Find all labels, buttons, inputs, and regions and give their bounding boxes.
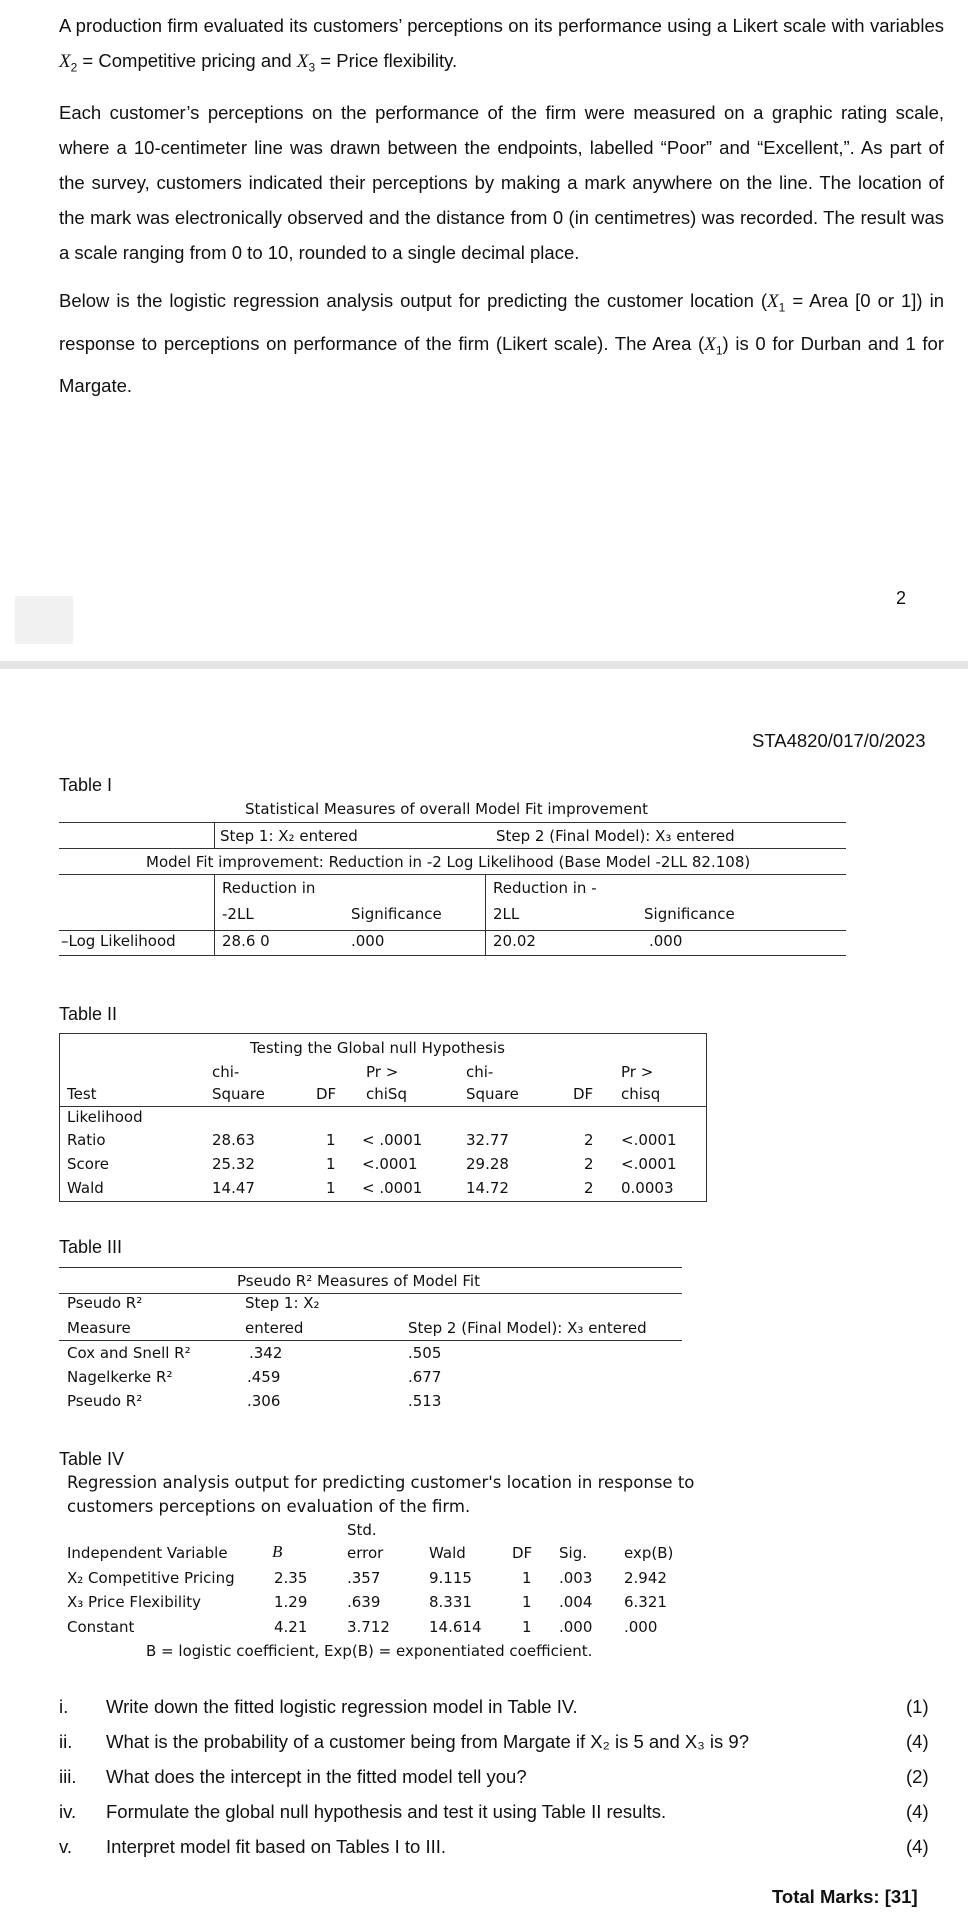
table1-h-red2a: Reduction in - (493, 879, 597, 897)
intro-paragraph-3: Below is the logistic regression analysis output for predicting the customer location ($X_1$ = Area [0 or 1]) in response to perceptions on performance of the firm (Likert scale). The Area $(X_1)$ is 0 for Durban and 1 for Margate. (59, 290, 944, 397)
total-marks: Total Marks: [31] (772, 1886, 918, 1907)
table1-title: Statistical Measures of overall Model Fit improvement (245, 800, 648, 818)
table4-caption: Regression analysis output for predicting customer's location in response to customers perceptions on evaluation of the firm. (67, 1473, 695, 1516)
table3-title: Pseudo R² Measures of Model Fit (237, 1272, 480, 1290)
table1-h-sig2: Significance (644, 905, 735, 923)
table2-title: Testing the Global null Hypothesis (250, 1039, 505, 1057)
table1-step1: Step 1: X₂ entered (220, 827, 358, 845)
table1-v2: .000 (351, 932, 385, 950)
table1-v3: 20.02 (493, 932, 536, 950)
page-number: 2 (896, 588, 907, 608)
table1-model-fit: Model Fit improvement: Reduction in -2 Log Likelihood (Base Model -2LL 82.108) (146, 853, 751, 871)
table1-row-label: –Log Likelihood (61, 932, 176, 950)
table1-h-red2b: 2LL (493, 905, 520, 923)
intro-paragraph-2: Each customer’s perceptions on the performance of the firm were measured on a graphic rating scale, where a 10-centimeter line was drawn between the endpoints, labelled “Poor” and “Excellent,”. As part of the survey, customers indicated their perceptions by making a mark anywhere on the line. The location of the mark was electronically observed and the distance from 0 (in centimetres) was recorded. The result was a scale ranging from 0 to 10, rounded to a single decimal place. (59, 102, 944, 263)
page-thumbnail-placeholder (15, 596, 73, 644)
table1-h-red1b: -2LL (222, 905, 254, 923)
table1-label: Table I (59, 775, 113, 795)
table1-h-sig1: Significance (351, 905, 442, 923)
table2-label: Table II (59, 1004, 118, 1024)
page-break (0, 661, 968, 669)
table4-footnote: B = logistic coefficient, Exp(B) = exponentiated coefficient. (146, 1642, 593, 1660)
table1-step2: Step 2 (Final Model): X₃ entered (496, 827, 735, 845)
table3-label: Table III (59, 1237, 123, 1257)
table1-h-red1a: Reduction in (222, 879, 316, 897)
table1-v1: 28.6 0 (222, 932, 270, 950)
table4-label: Table IV (59, 1449, 125, 1469)
table1-v4: .000 (649, 932, 683, 950)
document-code: STA4820/017/0/2023 (752, 730, 926, 751)
intro-paragraph-1: A production firm evaluated its customers’ perceptions on its performance using a Likert scale with variables $X_2$ = Competitive pricing and $X_3$ = Price flexibility. (59, 15, 944, 75)
